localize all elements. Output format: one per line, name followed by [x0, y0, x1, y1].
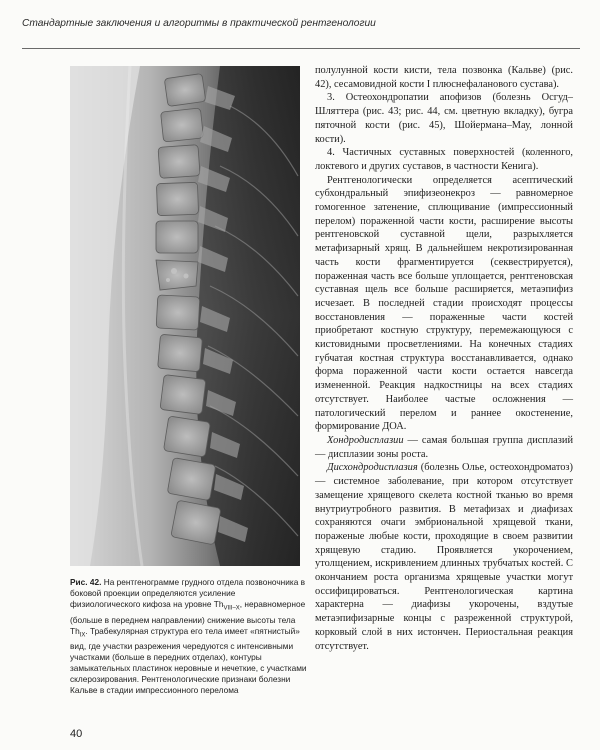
paragraph — [315, 434, 573, 461]
caption-subscript: VIII–X — [223, 605, 240, 612]
caption-text: На рентгенограмме грудного отдела позвоночника в боковой проекции определяются усиление физиологического кифоза на уровне Th — [70, 577, 306, 609]
term: Хондродисплазии — [327, 434, 404, 446]
paragraph: Рентгенологически определяется асептический субхондральный эпифизеонекроз — равномерное гомогенное затенение, сплющивание (импрессионный перелом) пораженной части кости, расширение высоты рентгеновской суставной щели, разрыхляется метафизарный хрящ. В дальнейшем некротизированная часть кости фрагментируется (секвестрируется), пораженная часть все больше уплощается, рентгеновская суставная щель все больше расширяется, метаэпифиз исчезает. В последней стадии происходят процессы восстановления — пораженные части костей приобретают костную структуру, перемежающуюся с кистовидными просветлениями. На конечных стадиях губчатая костная структура восстанавливается, однако форма пораженной части кости остается навсегда измененной. Реакция надкостницы на всех стадиях отсутствует. Наиболее частые осложнения — патологический перелом и раннее окостенение, формирование ДОА. — [315, 174, 573, 433]
paragraph: полулунной кости кисти, тела позвонка (Кальве) (рис. 42), сесамовидной кости I плюснефаланового сустава). — [315, 65, 573, 90]
paragraph — [315, 461, 573, 653]
page-number: 40 — [70, 728, 83, 740]
paragraph-text: — самая большая группа дисплазий — дисплазии зоны роста. — [315, 434, 573, 460]
caption-text: . Трабекулярная структура его тела имеет «пятнистый» вид, где участки разрежения чередуются с интенсивными участками (больше в передних отделах), контуры замыкательных пластинок неровные и нечеткие, с участками склерозирования. Рентгенологические признаки болезни Кальве в стадии импрессионного перелома — [70, 625, 307, 696]
figure-caption — [70, 577, 308, 696]
running-head: Стандартные заключения и алгоритмы в практической рентгенологии — [22, 18, 376, 29]
xray-image — [70, 66, 300, 566]
spine-radiograph — [70, 66, 300, 566]
header-rule — [22, 48, 580, 49]
term: Дисхондродисплазия — [327, 462, 418, 474]
text-column — [315, 64, 573, 653]
caption-subscript: IX — [79, 632, 86, 639]
figure-label: Рис. 42. — [70, 577, 102, 587]
paragraph: 4. Частичных суставных поверхностей (коленного, локтевого и других суставов, в частности Кенига). — [315, 147, 573, 172]
caption-text: , неравномерное (больше в переднем направлении) снижение высоты тела Th — [70, 599, 306, 636]
paragraph-text: (болезнь Олье, остеохондроматоз) — системное заболевание, при котором отсутствует замещение хрящевого скелета костной тканью во время внутриутробного развития. В метафизах и диафизах сохраняются очаги эмбриональной хрящевой ткани, пораженые любые кости, проходящие в своем развитии хрящевую стадию. Проявляется укорочением, утолщением, искривлением длинных трубчатых костей. С окончанием роста организма хрящевые участки могут оссифицироваться. Рентгенологическая картина характерна — диафизы укорочены, вздутые метаэпифизарные концы с разреженной структурой, корковый слой в них истончен. Периостальная реакция отсутствует. — [315, 462, 573, 652]
paragraph: 3. Остеохондропатии апофизов (болезнь Осгуд–Шляттера (рис. 43; рис. 44, см. цветную вкладку), бугра пяточной кости (рис. 45), Шойермана–Мау, лонной кости). — [315, 92, 573, 145]
